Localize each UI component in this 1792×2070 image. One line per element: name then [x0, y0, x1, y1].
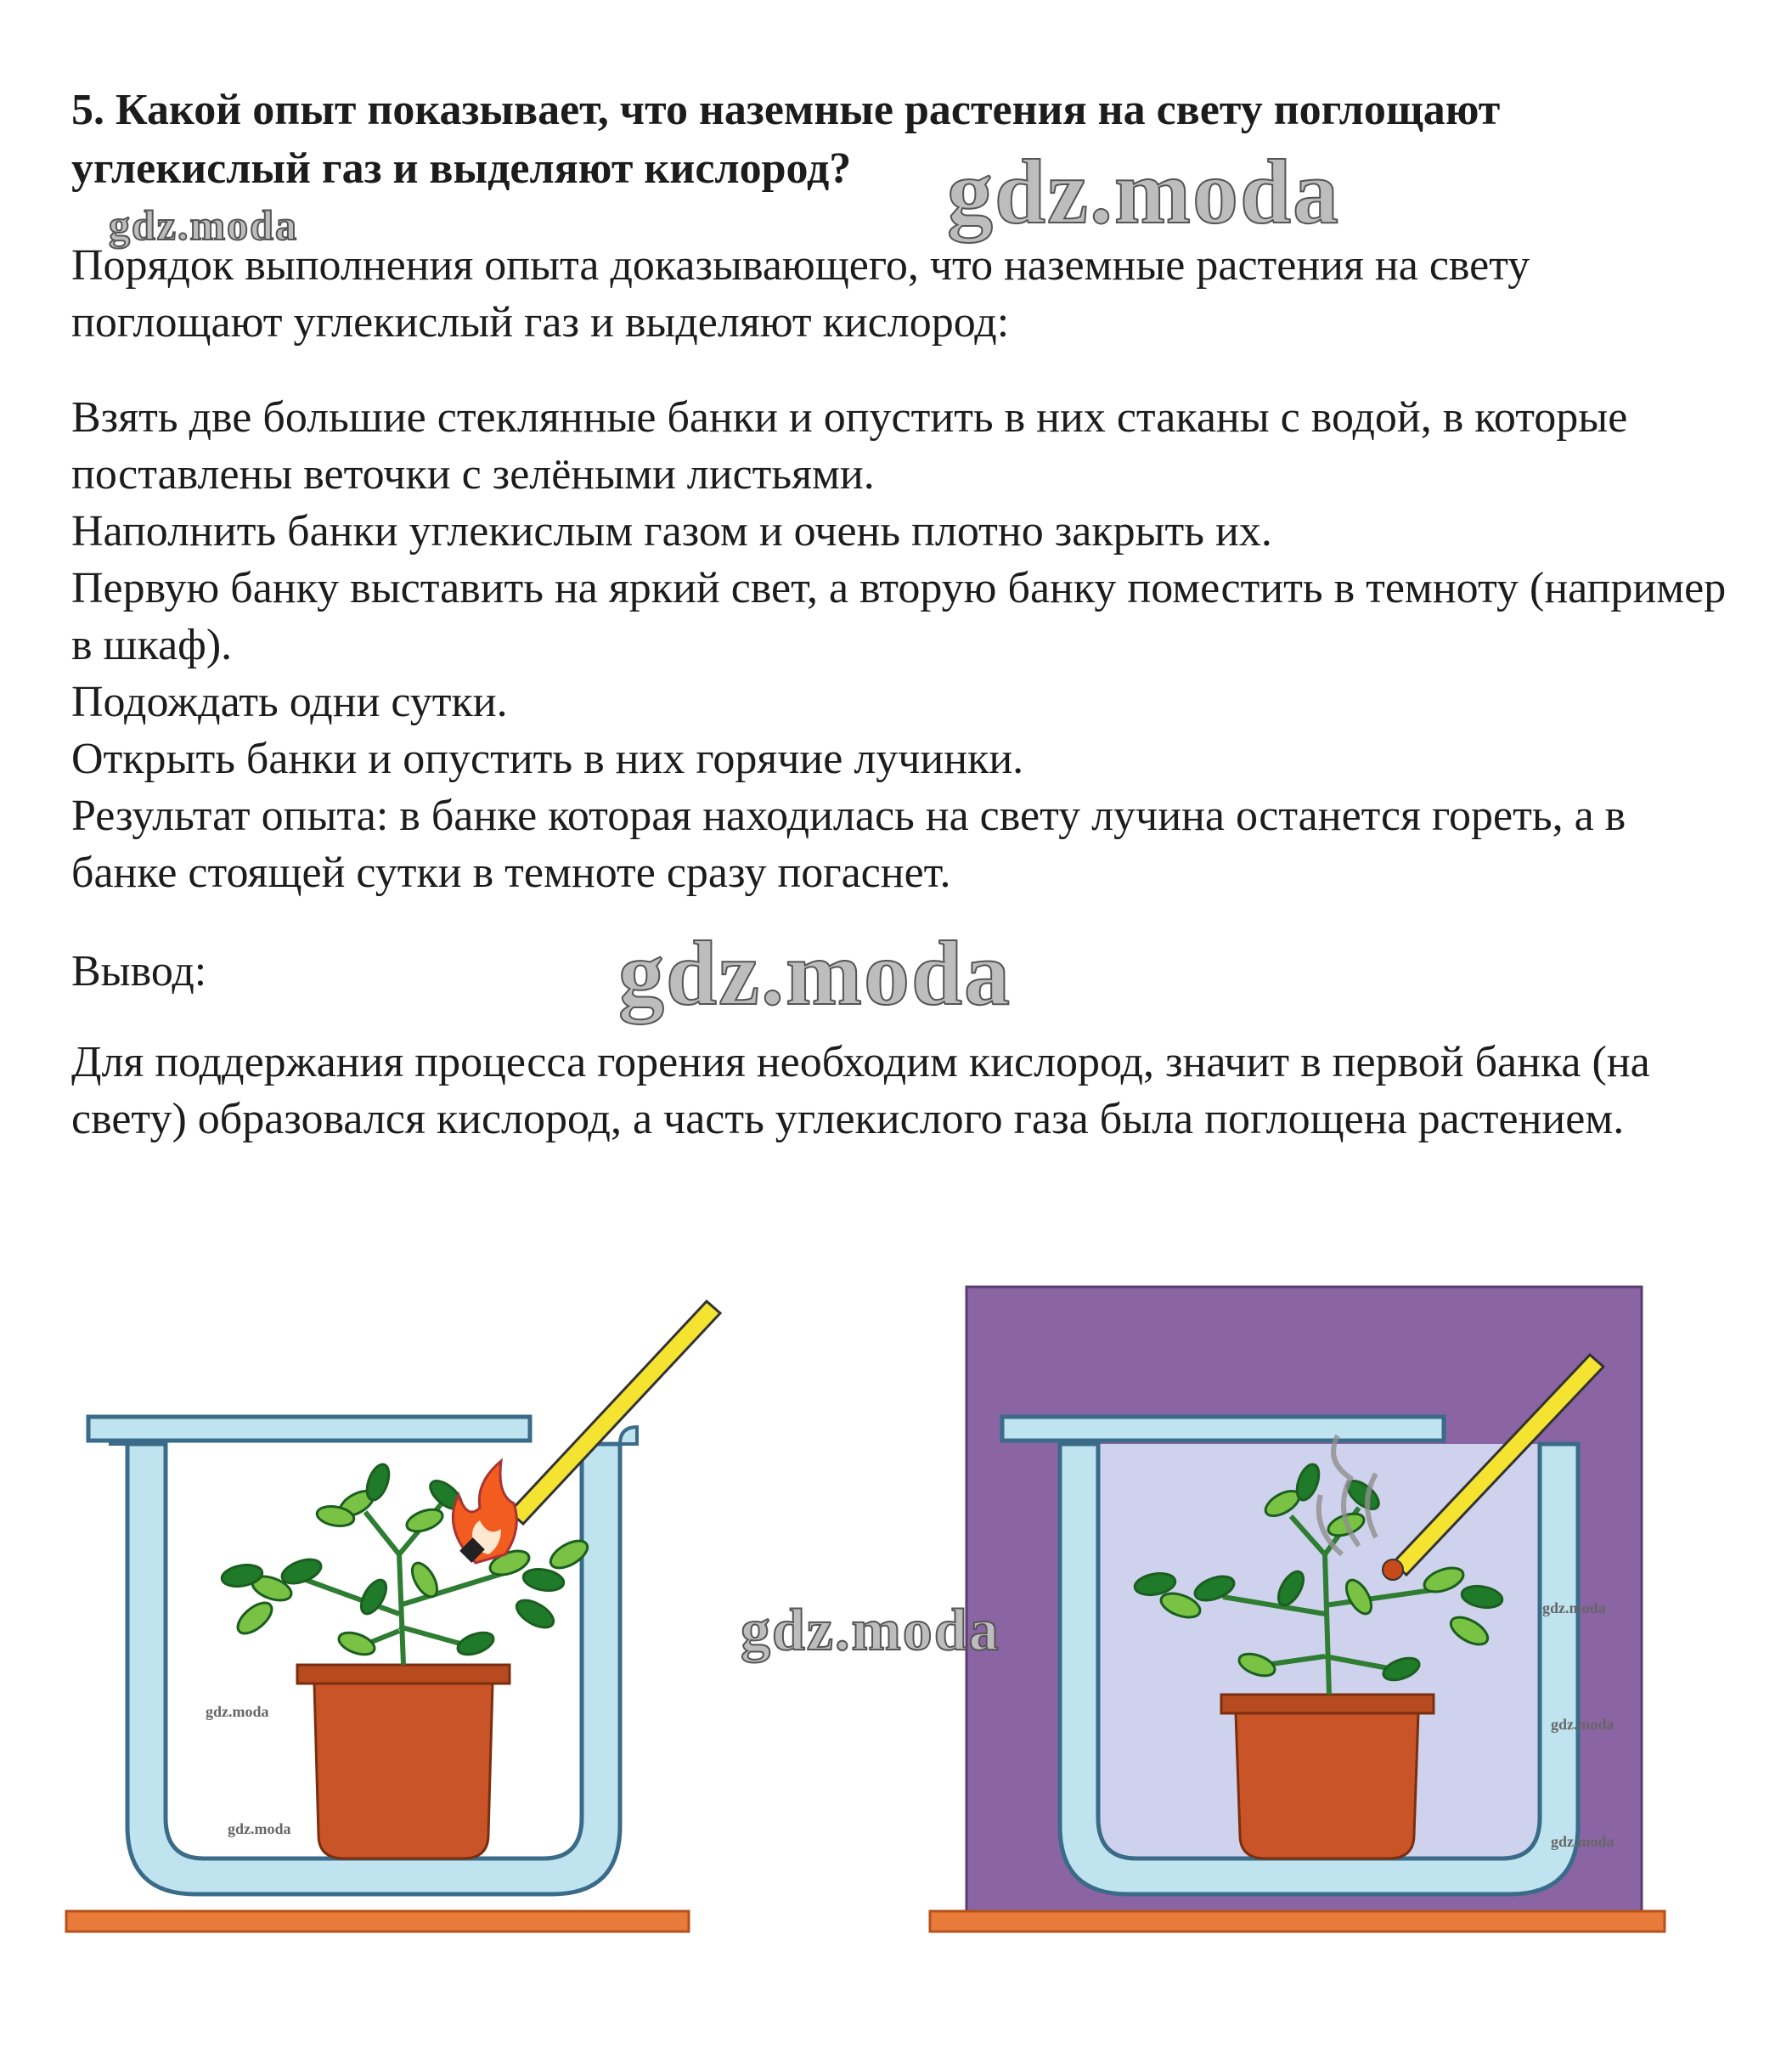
watermark-tiny-5: gdz.moda	[1551, 1833, 1614, 1850]
step-2: Наполнить банки углекислым газом и очень плотно закрыть их.	[71, 507, 1272, 556]
right-shelf	[930, 1911, 1665, 1932]
step-3: Первую банку выставить на яркий свет, а вторую банку поместить в темноту (например в шкаф).	[71, 564, 1727, 669]
watermark-tiny-3: gdz.moda	[1542, 1599, 1606, 1616]
left-pot	[314, 1684, 493, 1858]
watermark-tiny-2: gdz.moda	[228, 1820, 291, 1837]
right-jar-lid	[1002, 1417, 1444, 1441]
conclusion-label: Вывод:	[71, 947, 207, 996]
watermark-figure-center: gdz.moda	[741, 1598, 1000, 1663]
step-1: Взять две большие стеклянные банки и опустить в них стаканы с водой, в которые поставлены веточки с зелёными листьями.	[71, 393, 1628, 499]
watermark-tiny-1: gdz.moda	[206, 1703, 269, 1720]
left-jar-lid	[88, 1417, 530, 1441]
watermark-large-middle: gdz.moda	[618, 923, 1012, 1024]
watermark-large-top: gdz.moda	[947, 142, 1341, 243]
intro-paragraph: Порядок выполнения опыта доказывающего, что наземные растения на свету поглощают углекислый газ и выделяют кислород:	[71, 241, 1530, 347]
watermark-small-top: gdz.moda	[109, 201, 298, 249]
light-jar-figure	[66, 1301, 720, 1932]
conclusion-text: Для поддержания процесса горения необходим кислород, значит в первой банка (на свету) образовался кислород, а часть углекислого газа была поглощена растением.	[71, 1038, 1650, 1143]
right-ember	[1383, 1560, 1403, 1580]
watermark-tiny-4: gdz.moda	[1551, 1716, 1614, 1733]
question-heading: 5. Какой опыт показывает, что наземные растения на свету поглощают углекислый газ и выделяют кислород?	[71, 86, 1501, 193]
step-6-result: Результат опыта: в банке которая находилась на свету лучина останется гореть, а в банке стоящей сутки в темноте сразу погаснет.	[71, 792, 1626, 897]
step-5: Открыть банки и опустить в них горячие лучинки.	[71, 735, 1024, 783]
right-pot	[1236, 1713, 1418, 1858]
step-4: Подождать одни сутки.	[71, 678, 508, 726]
left-shelf	[66, 1911, 689, 1932]
